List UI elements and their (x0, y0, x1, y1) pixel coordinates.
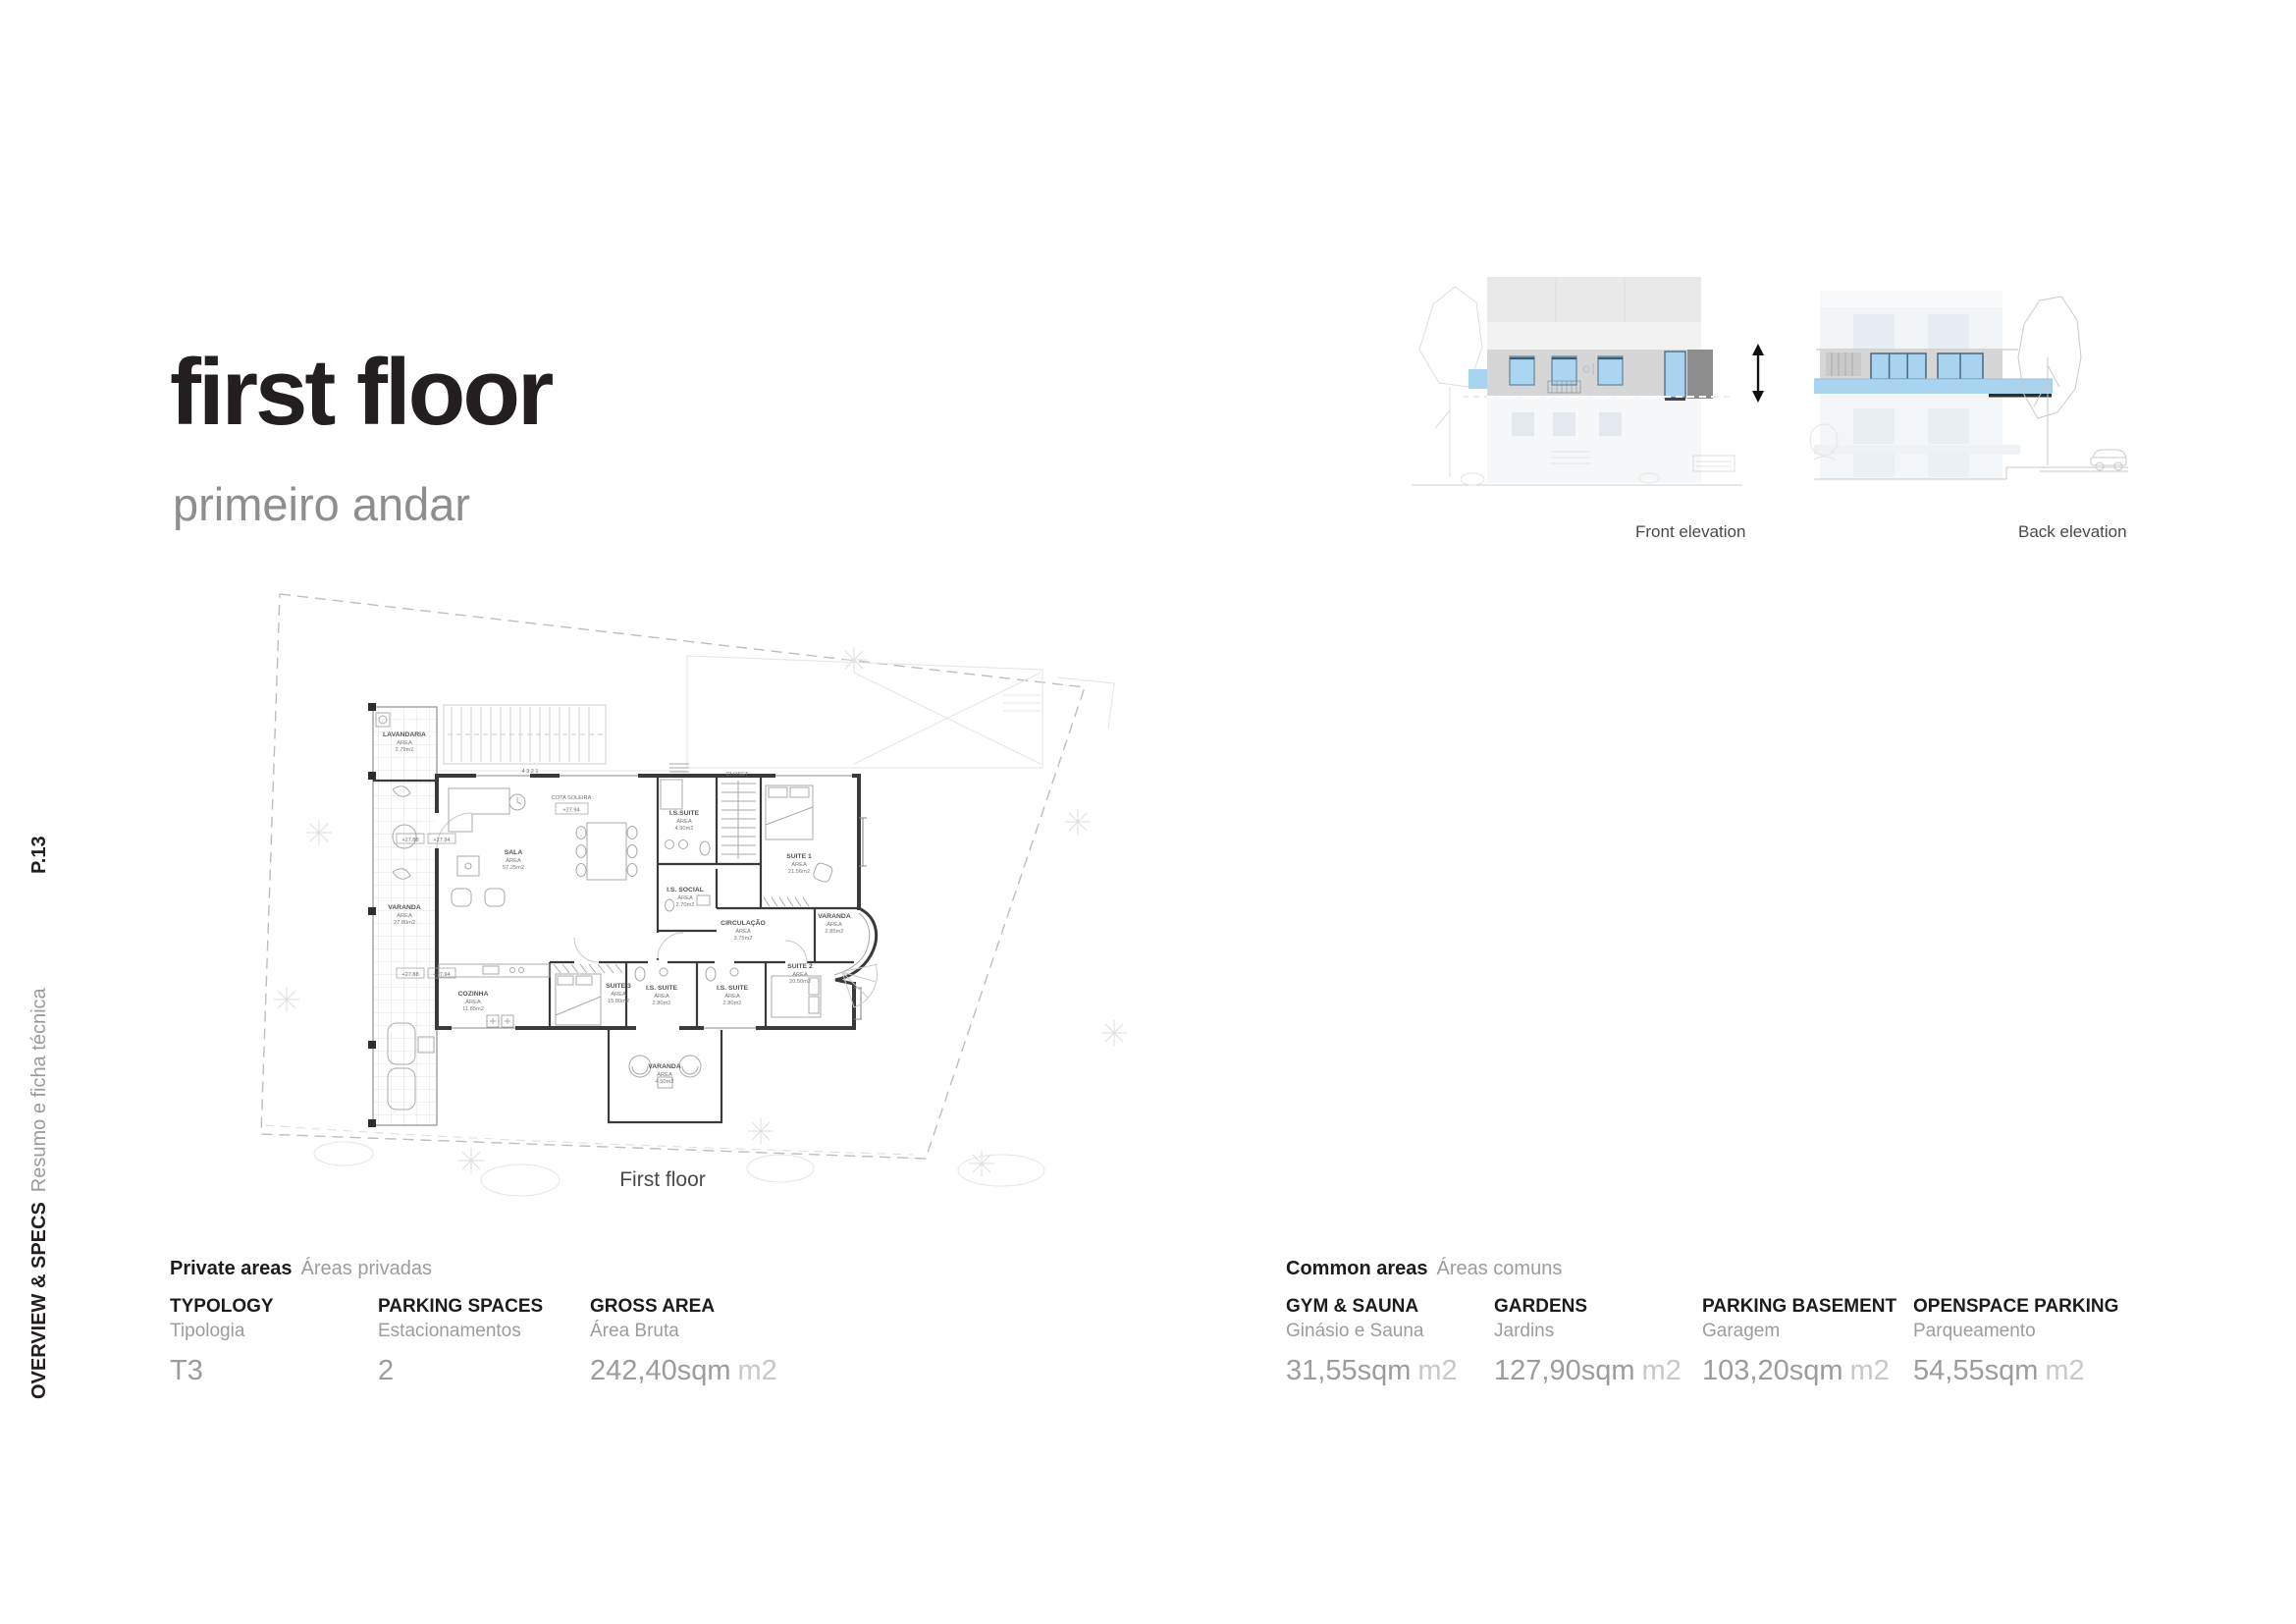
svg-text:CLOSET: CLOSET (725, 772, 749, 778)
svg-text:ÁREA: ÁREA (657, 1072, 672, 1078)
svg-text:11.85m2: 11.85m2 (462, 1006, 484, 1012)
svg-text:ÁREA: ÁREA (735, 929, 751, 935)
svg-text:CIRCULAÇÃO: CIRCULAÇÃO (721, 920, 766, 927)
svg-text:I.S.SUITE: I.S.SUITE (668, 810, 700, 817)
svg-text:SUITE 1: SUITE 1 (786, 853, 812, 860)
cota-label: COTA SOLEIRA (551, 795, 592, 801)
spec-sublabel: Tipologia (170, 1321, 245, 1341)
spec-label: GYM & SAUNA (1286, 1296, 1419, 1317)
svg-text:4.90m2: 4.90m2 (674, 826, 694, 832)
room-label-varanda-right (818, 913, 851, 935)
spec-sublabel: Estacionamentos (378, 1321, 521, 1341)
svg-text:ÁREA: ÁREA (397, 913, 412, 919)
room-label-circulacao (721, 918, 766, 942)
svg-text:ÁREA: ÁREA (792, 972, 808, 978)
svg-text:ÁREA: ÁREA (611, 992, 626, 998)
sidebar-section-title: OVERVIEW & SPECS (28, 1202, 50, 1399)
page-title: first floor (170, 340, 552, 445)
cota-value: +27.94 (562, 807, 580, 814)
svg-text:SUITE 3: SUITE 3 (606, 983, 631, 990)
private-areas-subtitle: Áreas privadas (300, 1258, 432, 1279)
spec-label: GARDENS (1494, 1296, 1588, 1317)
svg-text:2.70m2: 2.70m2 (675, 902, 695, 908)
svg-text:I.S. SUITE: I.S. SUITE (645, 985, 678, 992)
spec-value: 103,20sqm (1702, 1355, 1843, 1386)
svg-text:27.80m2: 27.80m2 (393, 920, 416, 926)
spec-value: 54,55sqm (1913, 1355, 2039, 1386)
svg-text:3.75m2: 3.75m2 (733, 936, 753, 942)
svg-text:2.85m2: 2.85m2 (825, 929, 844, 935)
spec-typology (170, 1296, 274, 1387)
svg-text:LAVANDARIA: LAVANDARIA (383, 731, 426, 738)
spec-gardens (1494, 1296, 1682, 1387)
room-label-suite3 (606, 983, 631, 1004)
spec-label: OPENSPACE PARKING (1913, 1296, 2119, 1317)
stair-numbers: 4 3 2 1 (521, 769, 539, 775)
svg-text:I.S. SOCIAL: I.S. SOCIAL (667, 887, 704, 893)
spec-sublabel: Garagem (1702, 1321, 1781, 1341)
svg-text:ÁREA: ÁREA (677, 895, 693, 901)
back-elevation (1814, 263, 2128, 518)
svg-text:ÁREA: ÁREA (676, 819, 692, 825)
common-areas-header (1286, 1258, 1562, 1280)
level-marker: +27.88 (401, 838, 419, 843)
room-label-is-suite-a (646, 985, 678, 1006)
room-label-varanda-bottom (648, 1063, 681, 1085)
svg-text:2.80m2: 2.80m2 (652, 1001, 671, 1006)
spec-value: 242,40sqm (590, 1355, 731, 1386)
spec-openspace-parking (1913, 1296, 2118, 1387)
svg-text:ÁREA: ÁREA (397, 740, 412, 746)
room-label-suite1 (786, 853, 812, 875)
spec-unit: m2 (1417, 1355, 1458, 1386)
room-label-suite2 (787, 963, 813, 985)
spec-sublabel: Ginásio e Sauna (1286, 1321, 1424, 1341)
front-elevation-caption: Front elevation (1635, 522, 1746, 541)
svg-text:2.79m2: 2.79m2 (395, 747, 414, 753)
spec-value: 127,90sqm (1494, 1355, 1635, 1386)
svg-text:VARANDA: VARANDA (388, 904, 421, 911)
svg-text:21.56m2: 21.56m2 (787, 869, 811, 875)
elevation-level-arrow (1743, 344, 1773, 403)
sidebar-section-label (29, 988, 49, 1399)
svg-text:15.80m2: 15.80m2 (607, 999, 630, 1004)
back-elevation-caption: Back elevation (2018, 522, 2127, 541)
svg-text:ÁREA: ÁREA (724, 994, 740, 1000)
front-elevation (1404, 263, 1777, 518)
floor-plan (226, 579, 1168, 1227)
spec-sublabel: Parqueamento (1913, 1321, 2036, 1341)
spec-value: 2 (378, 1355, 395, 1386)
svg-text:20.50m2: 20.50m2 (788, 979, 812, 985)
staircase (444, 705, 689, 775)
svg-text:SUITE 2: SUITE 2 (787, 963, 813, 970)
svg-text:VARANDA: VARANDA (818, 913, 851, 920)
spec-parking-spaces (378, 1296, 543, 1387)
svg-text:SALA: SALA (504, 849, 523, 856)
svg-text:57.25m2: 57.25m2 (502, 865, 525, 871)
page-subtitle: primeiro andar (173, 478, 471, 530)
spec-sublabel: Jardins (1494, 1321, 1555, 1341)
svg-text:ÁREA: ÁREA (827, 922, 842, 928)
room-label-is-suite-b (717, 985, 749, 1006)
front-first-floor-band (1463, 350, 1732, 401)
private-areas-header (170, 1258, 432, 1280)
spec-unit: m2 (737, 1355, 777, 1386)
spec-gross-area (590, 1296, 777, 1387)
private-areas-title: Private areas (170, 1258, 293, 1279)
room-label-sala (503, 849, 524, 871)
spec-value: T3 (170, 1355, 203, 1386)
spec-label: PARKING SPACES (378, 1296, 544, 1317)
room-label-cozinha (458, 991, 489, 1012)
spec-unit: m2 (1641, 1355, 1682, 1386)
sidebar-section-subtitle: Resumo e ficha técnica (28, 988, 50, 1193)
spec-unit: m2 (2045, 1355, 2085, 1386)
level-marker: +27.94 (433, 838, 451, 843)
common-areas-title: Common areas (1286, 1258, 1428, 1279)
svg-text:ÁREA: ÁREA (791, 862, 807, 868)
svg-text:COZINHA: COZINHA (457, 991, 489, 998)
svg-text:I.S. SUITE: I.S. SUITE (716, 985, 749, 992)
room-label-is-suite-top (669, 810, 700, 832)
room-label-closet (726, 772, 749, 778)
level-marker: +27.88 (401, 972, 419, 978)
page-number: P.13 (28, 836, 50, 874)
spec-gym-sauna (1286, 1296, 1458, 1387)
plan-caption: First floor (619, 1168, 706, 1191)
svg-text:ÁREA: ÁREA (465, 1000, 481, 1005)
level-marker: +27.94 (433, 972, 451, 978)
svg-text:ÁREA: ÁREA (654, 994, 669, 1000)
svg-text:2.80m2: 2.80m2 (722, 1001, 742, 1006)
spec-value: 31,55sqm (1286, 1355, 1412, 1386)
common-areas-subtitle: Áreas comuns (1436, 1258, 1563, 1279)
back-first-floor-band (1814, 350, 2053, 398)
terrace-outline (437, 656, 1042, 771)
cota-soleira (552, 795, 592, 814)
spec-unit: m2 (1849, 1355, 1890, 1386)
svg-text:ÁREA: ÁREA (506, 858, 521, 864)
spec-label: GROSS AREA (590, 1296, 716, 1317)
spec-sublabel: Área Bruta (590, 1321, 679, 1341)
spec-parking-basement (1702, 1296, 1896, 1387)
svg-text:4.50m2: 4.50m2 (655, 1079, 674, 1085)
spec-label: TYPOLOGY (170, 1296, 274, 1317)
svg-text:VARANDA: VARANDA (648, 1063, 681, 1070)
spec-label: PARKING BASEMENT (1702, 1296, 1897, 1317)
